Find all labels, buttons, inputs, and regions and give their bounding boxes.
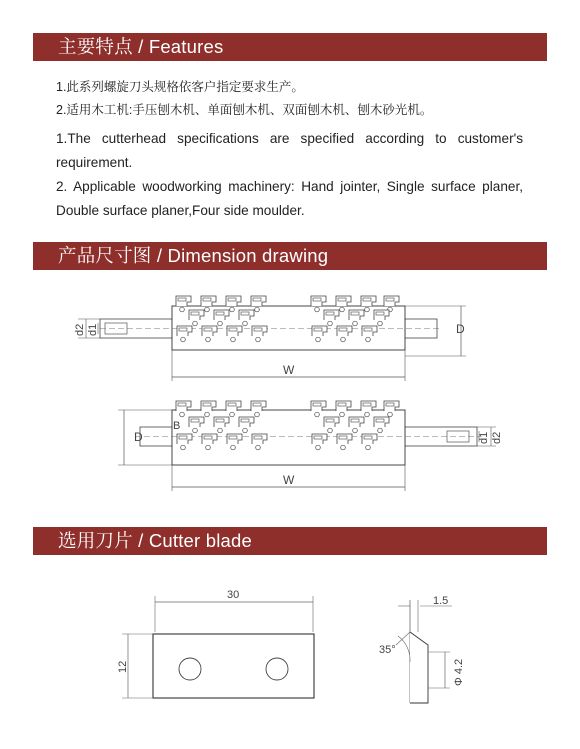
label-d1-top: d1 [87, 323, 99, 336]
blade-banner [33, 527, 547, 555]
blade-thickness-label: 1.5 [433, 595, 449, 607]
features-banner [33, 33, 547, 61]
dimension-banner [33, 242, 547, 270]
label-W-bottom: W [283, 473, 295, 487]
blade-angle-label: 35° [379, 644, 396, 656]
features-en-paragraph-1: 1.The cutterhead specifications are specified according to customer's requirement. [56, 131, 523, 170]
cutterhead-top [74, 296, 466, 381]
label-D-bottom: D [134, 430, 143, 444]
cutterhead-bottom [118, 401, 503, 491]
label-W-top: W [283, 363, 295, 377]
features-cn-line-1: 1.此系列螺旋刀头规格依客户指定要求生产。 [56, 80, 304, 94]
label-d1-bottom: d1 [478, 431, 490, 444]
dimension-title: 产品尺寸图 / Dimension drawing [58, 245, 329, 266]
label-D-top: D [456, 322, 465, 336]
label-d2-top: d2 [74, 323, 86, 336]
blade-width-label: 30 [227, 589, 240, 601]
features-cn-line-2: 2.适用木工机:手压刨木机、单面刨木机、双面刨木机、刨木砂光机。 [56, 103, 433, 117]
blade-title: 选用刀片 / Cutter blade [58, 530, 253, 551]
blade-drawing [0, 585, 580, 710]
label-d2-bottom: d2 [491, 431, 503, 444]
label-B: B [173, 420, 181, 432]
blade-height-label: 12 [117, 660, 129, 673]
blade-front-view [117, 589, 314, 698]
blade-side-view [379, 595, 465, 703]
features-en-paragraph-2: 2. Applicable woodworking machinery: Hand jointer, Single surface planer, Double surface planer,Four side moulder. [56, 179, 523, 218]
dimension-drawing [0, 280, 580, 495]
features-title: 主要特点 / Features [58, 36, 224, 57]
blade-hole-label: Φ 4.2 [453, 658, 465, 686]
